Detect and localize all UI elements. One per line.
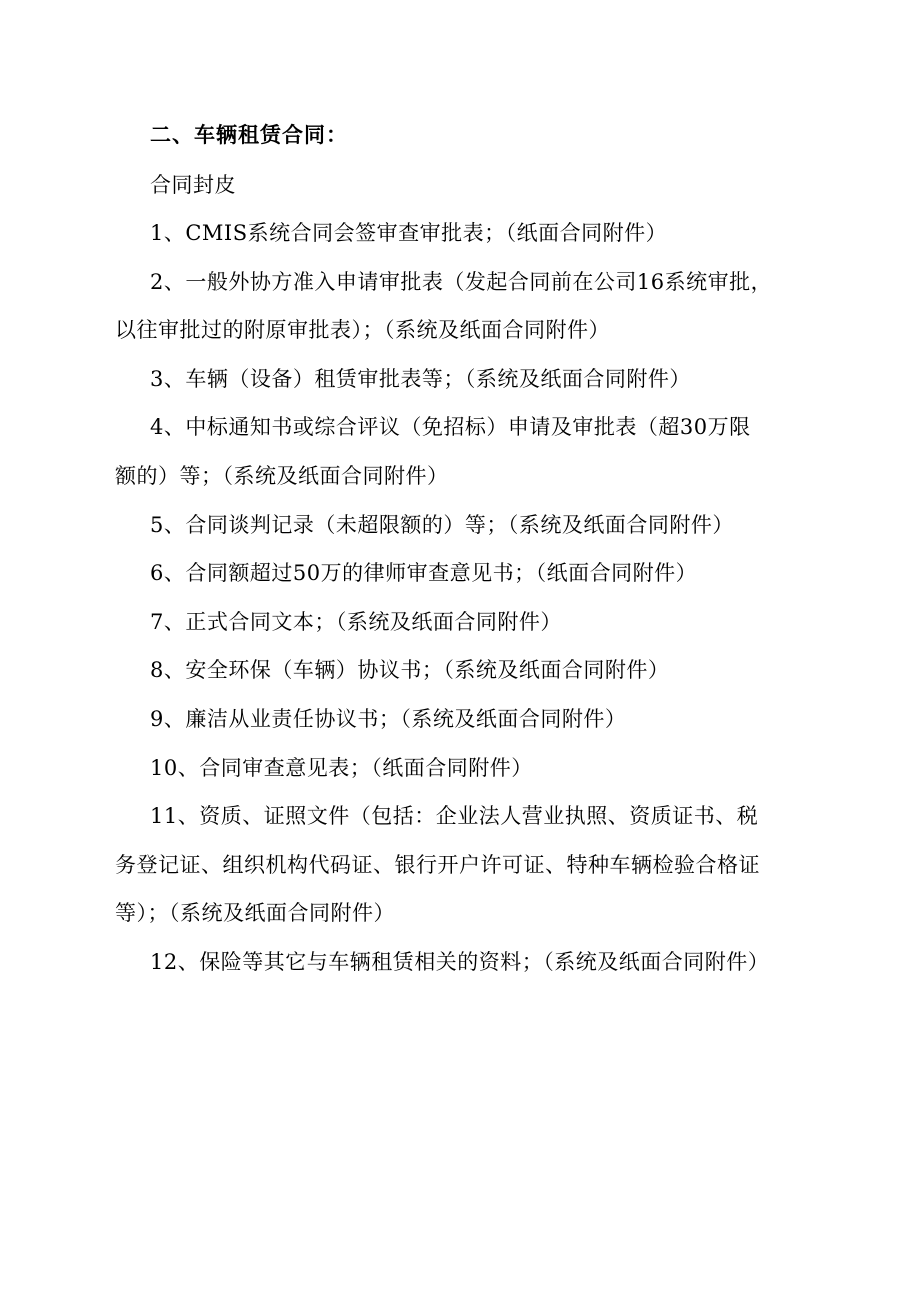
list-item: 7、正式合同文本；（系统及纸面合同附件） bbox=[150, 610, 562, 634]
list-item-continuation: 以往审批过的附原审批表）；（系统及纸面合同附件） bbox=[115, 318, 610, 342]
list-item: 12、保险等其它与车辆租赁相关的资料；（系统及纸面合同附件） bbox=[150, 950, 770, 974]
list-item: 2、一般外协方准入申请审批表（发起合同前在公司16系统审批， bbox=[150, 270, 773, 294]
list-item: 6、合同额超过50万的律师审查意见书；（纸面合同附件） bbox=[150, 561, 698, 585]
list-item-continuation: 额的）等；（系统及纸面合同附件） bbox=[115, 464, 449, 488]
list-item: 10、合同审查意见表；（纸面合同附件） bbox=[150, 756, 533, 780]
list-item: 8、安全环保（车辆）协议书；（系统及纸面合同附件） bbox=[150, 658, 670, 682]
list-item: 11、资质、证照文件（包括：企业法人营业执照、资质证书、税 bbox=[150, 804, 759, 828]
list-item-continuation: 务登记证、组织机构代码证、银行开户许可证、特种车辆检验合格证 bbox=[115, 853, 760, 877]
list-item: 9、廉洁从业责任协议书；（系统及纸面合同附件） bbox=[150, 707, 627, 731]
list-item: 5、合同谈判记录（未超限额的）等；（系统及纸面合同附件） bbox=[150, 513, 734, 537]
section-heading: 二、车辆租赁合同： bbox=[150, 122, 348, 147]
subtitle-line: 合同封皮 bbox=[150, 173, 236, 197]
list-item: 1、CMIS系统合同会签审查审批表；（纸面合同附件） bbox=[150, 221, 668, 245]
list-item: 3、车辆（设备）租赁审批表等；（系统及纸面合同附件） bbox=[150, 367, 691, 391]
list-item-continuation: 等）；（系统及纸面合同附件） bbox=[115, 901, 395, 925]
list-item: 4、中标通知书或综合评议（免招标）申请及审批表（超30万限 bbox=[150, 415, 751, 439]
